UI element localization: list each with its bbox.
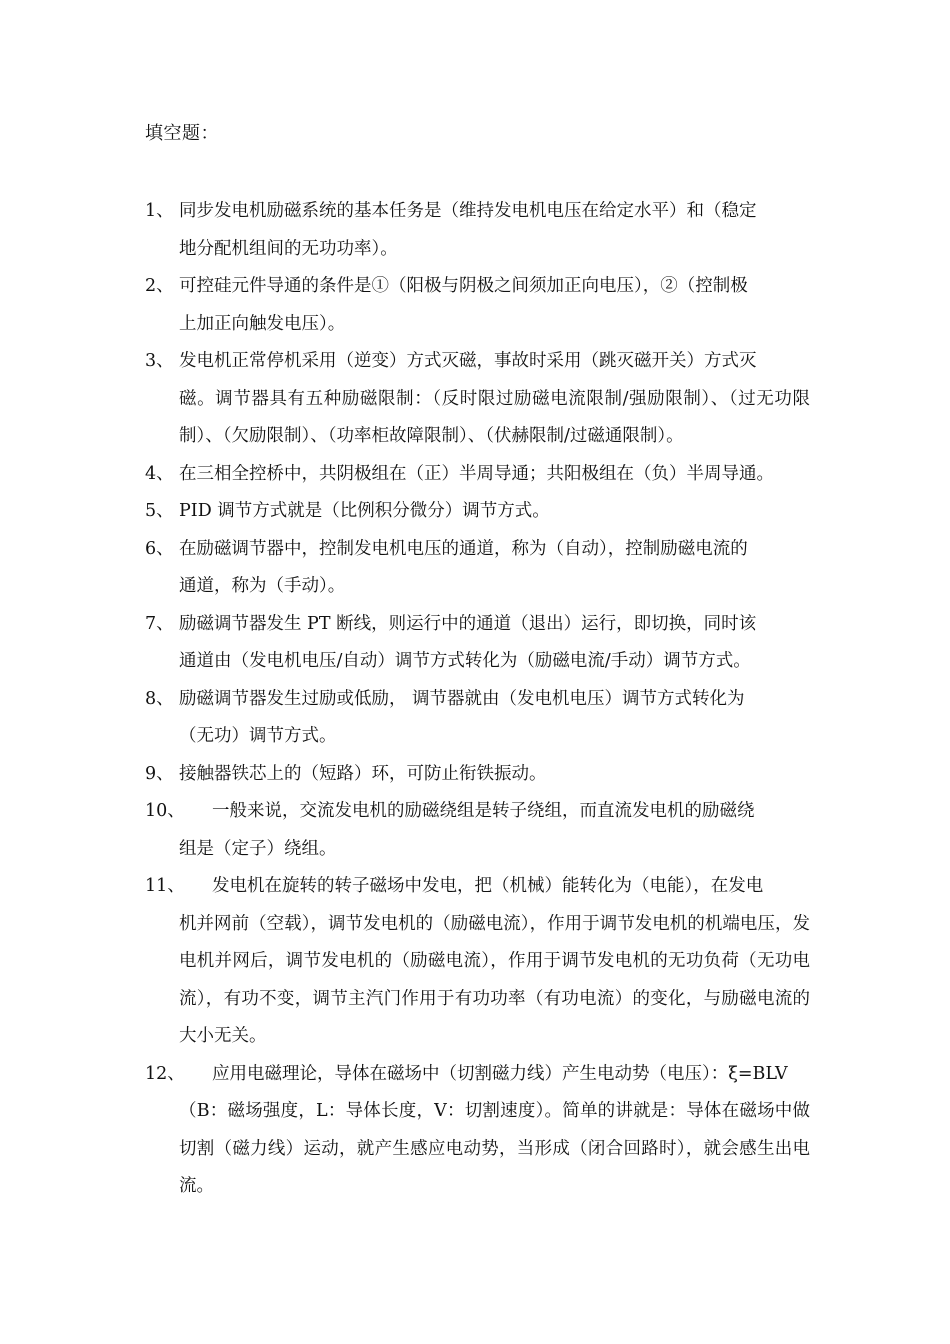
- list-item: [145, 531, 810, 606]
- list-item: [145, 456, 810, 494]
- item-first-line: 在三相全控桥中，共阴极组在（正）半周导通；共阳极组在（负）半周导通。: [179, 463, 774, 484]
- list-item: [145, 756, 810, 794]
- item-continuation: （B：磁场强度，L：导体长度，V：切割速度）。简单的讲就是：导体在磁场中做切割（磁力线）运动，就产生感应电动势，当形成（闭合回路时），就会感生出电流。: [179, 1101, 810, 1196]
- item-continuation: （无功）调节方式。: [179, 726, 337, 746]
- item-number: 2、: [145, 276, 174, 296]
- item-first-line: 在励磁调节器中，控制发电机电压的通道，称为（自动），控制励磁电流的: [179, 538, 748, 559]
- item-number: 4、: [145, 463, 174, 484]
- list-item: [145, 493, 810, 531]
- list-item: [145, 343, 810, 456]
- item-first-line: 接触器铁芯上的（短路）环，可防止衔铁振动。: [179, 763, 547, 784]
- item-continuation: 磁。调节器具有五种励磁限制：（反时限过励磁电流限制/强励限制）、（过无功限制）、（欠励限制）、（功率柜故障限制）、（伏赫限制/过磁通限制）。: [179, 388, 810, 446]
- item-continuation: 组是（定子）绕组。: [179, 838, 337, 859]
- item-number: 7、: [145, 613, 174, 634]
- item-continuation: 通道由（发电机电压/自动）调节方式转化为（励磁电流/手动）调节方式。: [179, 651, 751, 671]
- item-first-line: 励磁调节器发生 PT 断线，则运行中的通道（退出）运行，即切换，同时该: [179, 613, 757, 634]
- item-first-line: 应用电磁理论，导体在磁场中（切割磁力线）产生电动势（电压）：ξ=BLV: [212, 1063, 788, 1084]
- item-continuation: 通道，称为（手动）。: [179, 576, 346, 596]
- item-first-line: PID 调节方式就是（比例积分微分）调节方式。: [179, 501, 550, 521]
- list-item: [145, 681, 810, 756]
- item-number: 6、: [145, 538, 174, 559]
- item-continuation: 机并网前（空载），调节发电机的（励磁电流），作用于调节发电机的机端电压，发电机并网后，调节发电机的（励磁电流），作用于调节发电机的无功负荷（无功电流），有功不变，调节主汽门作用于有功功率（有功电流）的变化，与励磁电流的大小无关。: [179, 913, 810, 1046]
- item-continuation: 地分配机组间的无功功率）。: [179, 238, 398, 259]
- item-number: 8、: [145, 688, 174, 709]
- item-first-line: 可控硅元件导通的条件是①（阳极与阴极之间须加正向电压），②（控制极: [179, 276, 748, 296]
- list-item: [145, 868, 810, 1056]
- item-continuation: 上加正向触发电压）。: [179, 313, 346, 334]
- item-number: 5、: [145, 501, 174, 521]
- list-item: [145, 793, 810, 868]
- list-item: [145, 1056, 810, 1206]
- list-item: [145, 606, 810, 681]
- item-number: 12、: [145, 1063, 185, 1084]
- item-number: 1、: [145, 201, 174, 221]
- item-first-line: 同步发电机励磁系统的基本任务是（维持发电机电压在给定水平）和（稳定: [179, 201, 757, 221]
- question-list: [145, 193, 810, 1206]
- item-number: 11、: [145, 876, 185, 896]
- item-first-line: 励磁调节器发生过励或低励， 调节器就由（发电机电压）调节方式转化为: [179, 688, 745, 709]
- item-first-line: 发电机在旋转的转子磁场中发电，把（机械）能转化为（电能），在发电: [212, 876, 764, 896]
- item-number: 9、: [145, 763, 174, 784]
- item-first-line: 一般来说，交流发电机的励磁绕组是转子绕组，而直流发电机的励磁绕: [212, 801, 755, 821]
- item-number: 10、: [145, 801, 185, 821]
- list-item: [145, 193, 810, 268]
- item-first-line: 发电机正常停机采用（逆变）方式灭磁，事故时采用（跳灭磁开关）方式灭: [179, 351, 757, 371]
- list-item: [145, 268, 810, 343]
- document-heading: 填空题：: [145, 123, 219, 144]
- item-number: 3、: [145, 351, 174, 371]
